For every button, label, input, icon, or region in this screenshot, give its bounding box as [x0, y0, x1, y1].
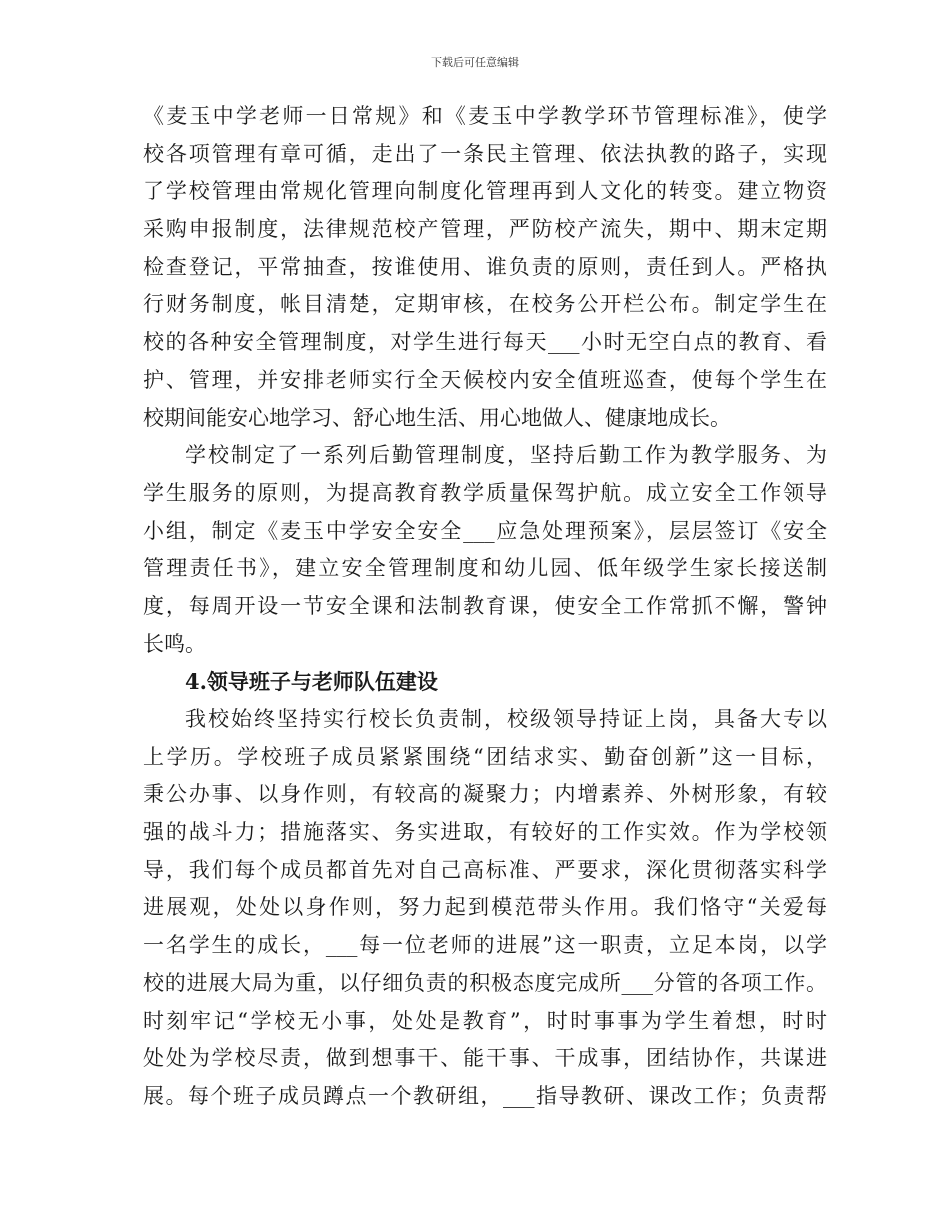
text-line: 校各项管理有章可循，走出了一条民主管理、依法执教的路子，实现: [143, 141, 827, 166]
text-line: 小组，制定《麦玉中学安全安全___应急处理预案》，层层签订《安全: [143, 518, 827, 543]
text-line: 上学历。学校班子成员紧紧围绕“团结求实、勤奋创新”这一目标，: [143, 744, 827, 769]
text-line: 强的战斗力；措施落实、务实进取，有较好的工作实效。作为学校领: [143, 820, 827, 845]
text-line: 《麦玉中学老师一日常规》和《麦玉中学教学环节管理标准》，使学: [143, 104, 827, 128]
text-line: 采购申报制度，法律规范校产管理，严防校产流失，期中、期末定期: [143, 217, 827, 242]
paragraph-logistics-safety: [143, 437, 827, 663]
text-line: 检查登记，平常抽查，按谁使用、谁负责的原则，责任到人。严格执: [143, 254, 827, 279]
text-line: 校的进展大局为重，以仔细负责的积极态度完成所___分管的各项工作。: [143, 970, 827, 995]
page-header: 下载后可任意编辑: [431, 56, 519, 69]
document-body: [143, 98, 827, 1116]
text-line: 学生服务的原则，为提高教育教学质量保驾护航。成立安全工作领导: [143, 480, 827, 505]
text-line: 学校制定了一系列后勤管理制度，坚持后勤工作为教学服务、为: [185, 443, 827, 468]
paragraph-leadership: [143, 701, 827, 1116]
text-line: 校的各种安全管理制度，对学生进行每天___小时无空白点的教育、看: [143, 330, 827, 355]
text-line: 时刻牢记“学校无小事，处处是教育”，时时事事为学生着想，时时: [143, 1008, 827, 1033]
section-heading: 4.领导班子与老师队伍建设: [185, 669, 438, 695]
text-line: 了学校管理由常规化管理向制度化管理再到人文化的转变。建立物资: [143, 179, 827, 204]
text-line: 行财务制度，帐目清楚，定期审核，在校务公开栏公布。制定学生在: [143, 292, 827, 317]
text-line: 处处为学校尽责，做到想事干、能干事、干成事，团结协作，共谋进: [143, 1046, 827, 1071]
text-line: 展。每个班子成员蹲点一个教研组，___指导教研、课改工作；负责帮: [143, 1083, 827, 1108]
text-line: 护、管理，并安排老师实行全天候校内安全值班巡查，使每个学生在: [143, 367, 827, 392]
text-line: 管理责任书》，建立安全管理制度和幼儿园、低年级学生家长接送制: [143, 556, 827, 581]
text-line: 一名学生的成长，___每一位老师的进展”这一职责，立足本岗，以学: [143, 933, 827, 958]
paragraph-management-rules: [143, 98, 827, 437]
text-line: 导，我们每个成员都首先对自己高标准、严要求，深化贯彻落实科学: [143, 857, 827, 882]
text-line: 度，每周开设一节安全课和法制教育课，使安全工作常抓不懈，警钟: [143, 593, 827, 618]
text-line: 长鸣。: [143, 631, 206, 656]
text-line: 进展观，处处以身作则，努力起到模范带头作用。我们恪守“关爱每: [143, 895, 827, 920]
text-line: 秉公办事、以身作则，有较高的凝聚力；内增素养、外树形象，有较: [143, 782, 827, 807]
text-line: 校期间能安心地学习、舒心地生活、用心地做人、健康地成长。: [143, 405, 731, 430]
text-line: 我校始终坚持实行校长负责制，校级领导持证上岗，具备大专以: [185, 707, 827, 731]
